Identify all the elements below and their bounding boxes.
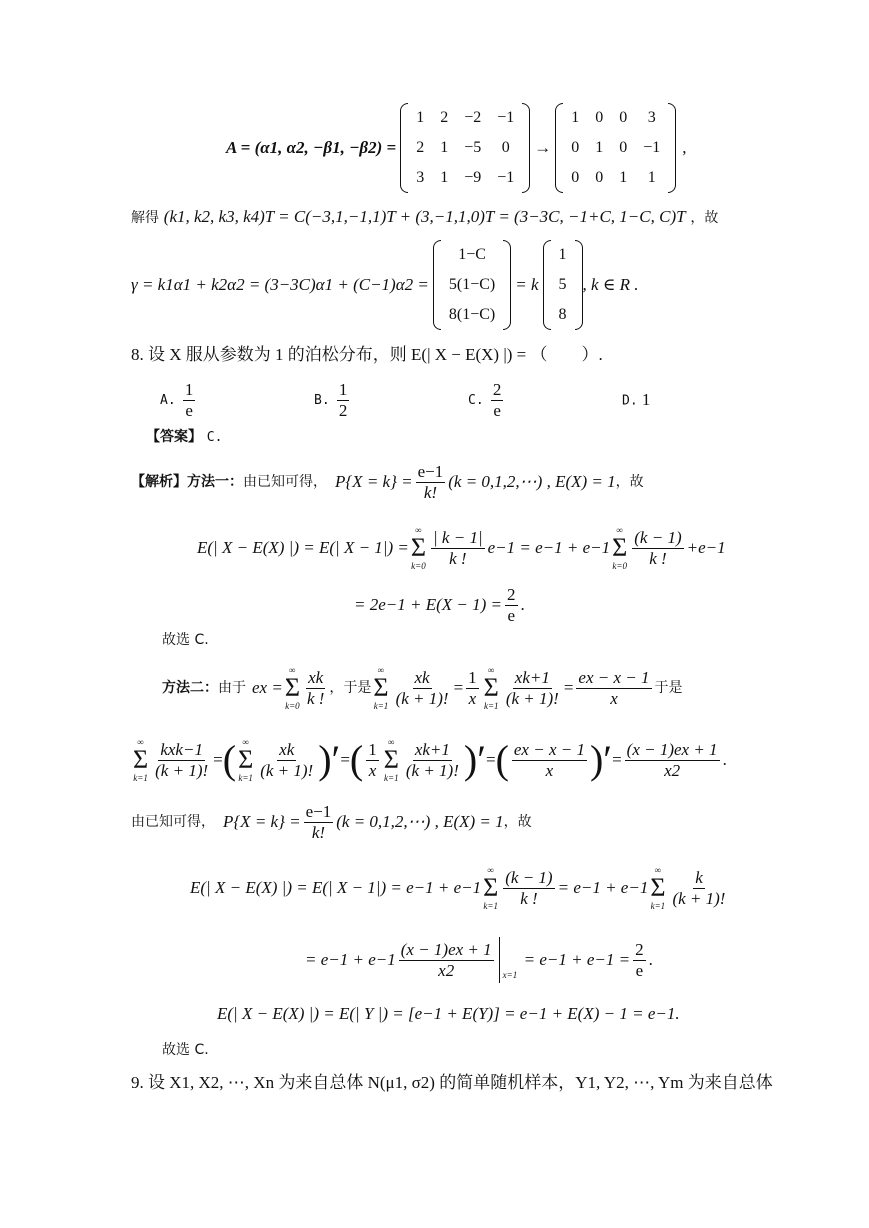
matrix-2-cell: 1 bbox=[595, 139, 604, 156]
vector-2-cell: 8 bbox=[558, 306, 567, 323]
matrix-1-cell: −5 bbox=[464, 139, 482, 156]
option-c: C. $\frac{2}{e}$ bbox=[468, 380, 502, 420]
conclusion-2: 故选 C. bbox=[162, 1042, 209, 1058]
vector-1-cell: 1−C bbox=[458, 246, 486, 263]
gamma-lhs: γ = k1α1 + k2α2 = (3−3C)α1 + (C−1)α2 = bbox=[131, 275, 429, 294]
matrix-2 bbox=[555, 103, 676, 193]
matrix-1-cell: −2 bbox=[464, 109, 482, 126]
matrix-2-cell: 1 bbox=[647, 169, 656, 186]
answer-tag: 【答案】 bbox=[146, 429, 202, 445]
matrix-2-cell: 0 bbox=[571, 139, 580, 156]
gamma-tail: , k ∈ R . bbox=[582, 275, 639, 294]
solve-text: (k1, k2, k3, k4)T = C(−3,1,−1,1)T + (3,−1,1,0)T = (3−3C, −1+C, 1−C, C)T bbox=[163, 207, 686, 226]
gamma-vector-2 bbox=[543, 240, 583, 330]
question-9: 9. 设 X1, X2, ⋯, Xn 为来自总体 N(μ1, σ2) 的简单随机样本，Y1, Y2, ⋯, Ym 为来自总体 bbox=[131, 1073, 773, 1092]
analysis-tag: 【解析】 bbox=[131, 474, 187, 490]
matrix-2-cell: 0 bbox=[571, 169, 580, 186]
analysis-line: 【解析】 方法一： 由已知可得， P{X = k} = $\frac{e-1}{k!}$ (k = 0,1,2,⋯) , E(X) = 1 ，故 bbox=[131, 461, 644, 502]
matrix-2-cell: 0 bbox=[619, 109, 628, 126]
matrix-2-cell: 1 bbox=[571, 109, 580, 126]
matrix-1-cell: 2 bbox=[440, 109, 449, 126]
method2-eq2: = e−1 + e−1 $\frac{(x - 1)ex + 1}{x2}$ x=1 = e−1 + e−1 = $\frac{2}{e}$ . bbox=[305, 932, 653, 988]
matrix-1-cell: 2 bbox=[416, 139, 425, 156]
matrix-1-cell: −1 bbox=[497, 109, 515, 126]
matrix-1-cell: 1 bbox=[416, 109, 425, 126]
solve-prefix: 解得 bbox=[131, 210, 159, 226]
matrix-1-cell: −9 bbox=[464, 169, 482, 186]
matrix-2-cell: 0 bbox=[595, 169, 604, 186]
matrix-2-cell: 1 bbox=[619, 169, 628, 186]
method1-tag: 方法一： bbox=[187, 474, 243, 490]
matrix-2-cell: −1 bbox=[643, 139, 661, 156]
matrix-2-cell: 0 bbox=[595, 109, 604, 126]
method2-eq3: E(| X − E(X) |) = E(| Y |) = [e−1 + E(Y)] = e−1 + E(X) − 1 = e−1. bbox=[217, 1004, 680, 1023]
vector-2-cell: 5 bbox=[558, 276, 567, 293]
matrix-2-cell: 0 bbox=[619, 139, 628, 156]
matrix-equation bbox=[226, 108, 687, 188]
solve-suffix: ，故 bbox=[690, 210, 719, 226]
answer-value: C. bbox=[206, 430, 223, 445]
matrix-1-cell: −1 bbox=[497, 169, 515, 186]
gamma-mid: = k bbox=[515, 275, 539, 294]
option-a: A. $\frac{1}{e}$ bbox=[160, 380, 194, 420]
gamma-equation bbox=[131, 244, 639, 326]
question-8: 8. 设 X 服从参数为 1 的泊松分布，则 E(| X − E(X) |) = （ ）. bbox=[131, 345, 603, 364]
vector-1-cell: 8(1−C) bbox=[448, 306, 496, 323]
matrix-lhs: A = (α1, α2, −β1, −β2) = bbox=[226, 138, 397, 157]
matrix-tail: , bbox=[682, 138, 687, 157]
conclusion-1: 故选 C. bbox=[162, 632, 209, 648]
method1-eq2: = 2e−1 + E(X − 1) = $\frac{2}{e}$ . bbox=[354, 584, 525, 625]
matrix-1-cell: 1 bbox=[440, 169, 449, 186]
method1-eq1: E(| X − E(X) |) = E(| X − 1|) = ∞ Σ k=0 $\frac{| k - 1|}{k !}$ e−1 = e−1 + e−1 ∞ Σ k=0 $\frac{(k - 1)}{k !}$ +e−1 bbox=[197, 525, 726, 571]
matrix-2-cell: 3 bbox=[647, 109, 656, 126]
matrix-1-cell: 0 bbox=[501, 139, 510, 156]
vector-1-cell: 5(1−C) bbox=[448, 276, 496, 293]
method2-given: 由已知可得， P{X = k} = $\frac{e-1}{k!}$ (k = 0,1,2,⋯) , E(X) = 1 ，故 bbox=[131, 801, 532, 842]
method2-line1: 方法二： 由于 ex = ∞ Σ k=0 $\frac{xk}{k !}$ ，于是 ∞ Σ k=1 $\frac{xk}{(k + 1)!}$ = $\frac{1}{x}$ ∞ Σ k=1 $\frac{xk+1}{(k + 1)!}$ = $\frac{ex - x - 1}{x}$ 于是 bbox=[162, 665, 683, 711]
method2-eq1: E(| X − E(X) |) = E(| X − 1|) = e−1 + e−1 ∞ Σ k=1 $\frac{(k - 1)}{k !}$ = e−1 + e−1 ∞ Σ k=1 $\frac{k}{(k + 1)!}$ bbox=[190, 865, 726, 911]
arrow: → bbox=[534, 138, 552, 157]
method2-derivative: ∞ Σ k=1 $\frac{\text{kxk−1}}{(k + 1)!}$ = ( ∞ Σ k=1 $\frac{xk}{(k + 1)!}$ )′ = ( $\frac{1}{x}$ ∞ Σ k=1 $\frac{xk+1}{(k + 1)!}$ )′ = ( $\frac{ex - x - 1}{x}$ )′ = $\frac{(x - 1)ex + 1}{x2}$ . bbox=[133, 737, 727, 783]
matrix-1-cell: 3 bbox=[416, 169, 425, 186]
vector-2-cell: 1 bbox=[558, 246, 567, 263]
gamma-vector-1 bbox=[433, 240, 511, 330]
option-b: B. $\frac{1}{2}$ bbox=[314, 380, 348, 420]
option-d: D. 1 bbox=[622, 390, 651, 409]
answer-line bbox=[146, 426, 222, 448]
matrix-1-cell: 1 bbox=[440, 139, 449, 156]
method2-tag: 方法二： bbox=[162, 680, 218, 696]
solve-line bbox=[131, 207, 718, 228]
matrix-1 bbox=[400, 103, 530, 193]
